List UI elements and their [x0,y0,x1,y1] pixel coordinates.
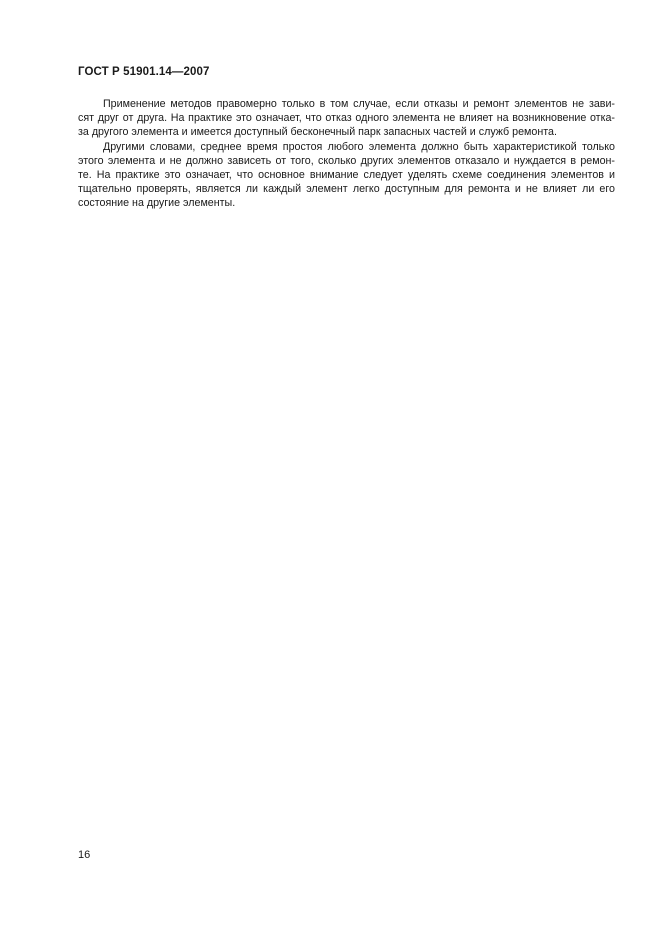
text-line: сят друг от друга. На практике это означает, что отказ одного элемента не влияет на возникновение отка- [78,112,615,125]
page-number: 16 [78,849,91,861]
document-header: ГОСТ Р 51901.14—2007 [78,66,210,78]
text-line: Другими словами, среднее время простоя любого элемента должно быть характеристикой только [103,140,615,153]
text-line: состояние на другие элементы. [78,197,236,210]
text-line: за другого элемента и имеется доступный бесконечный парк запасных частей и служб ремонта. [78,126,557,139]
text-line: те. На практике это означает, что основное внимание следует уделять схеме соединения элементов и [78,169,615,182]
paragraph [78,140,615,211]
paragraph [78,97,615,140]
text-line: Применение методов правомерно только в том случае, если отказы и ремонт элементов не зави- [103,98,615,110]
text-line: тщательно проверять, является ли каждый элемент легко доступным для ремонта и не влияет ли его [78,183,615,196]
body-text [78,97,615,211]
text-line: этого элемента и не должно зависеть от того, сколько других элементов отказало и нуждается в ремон- [78,154,615,167]
